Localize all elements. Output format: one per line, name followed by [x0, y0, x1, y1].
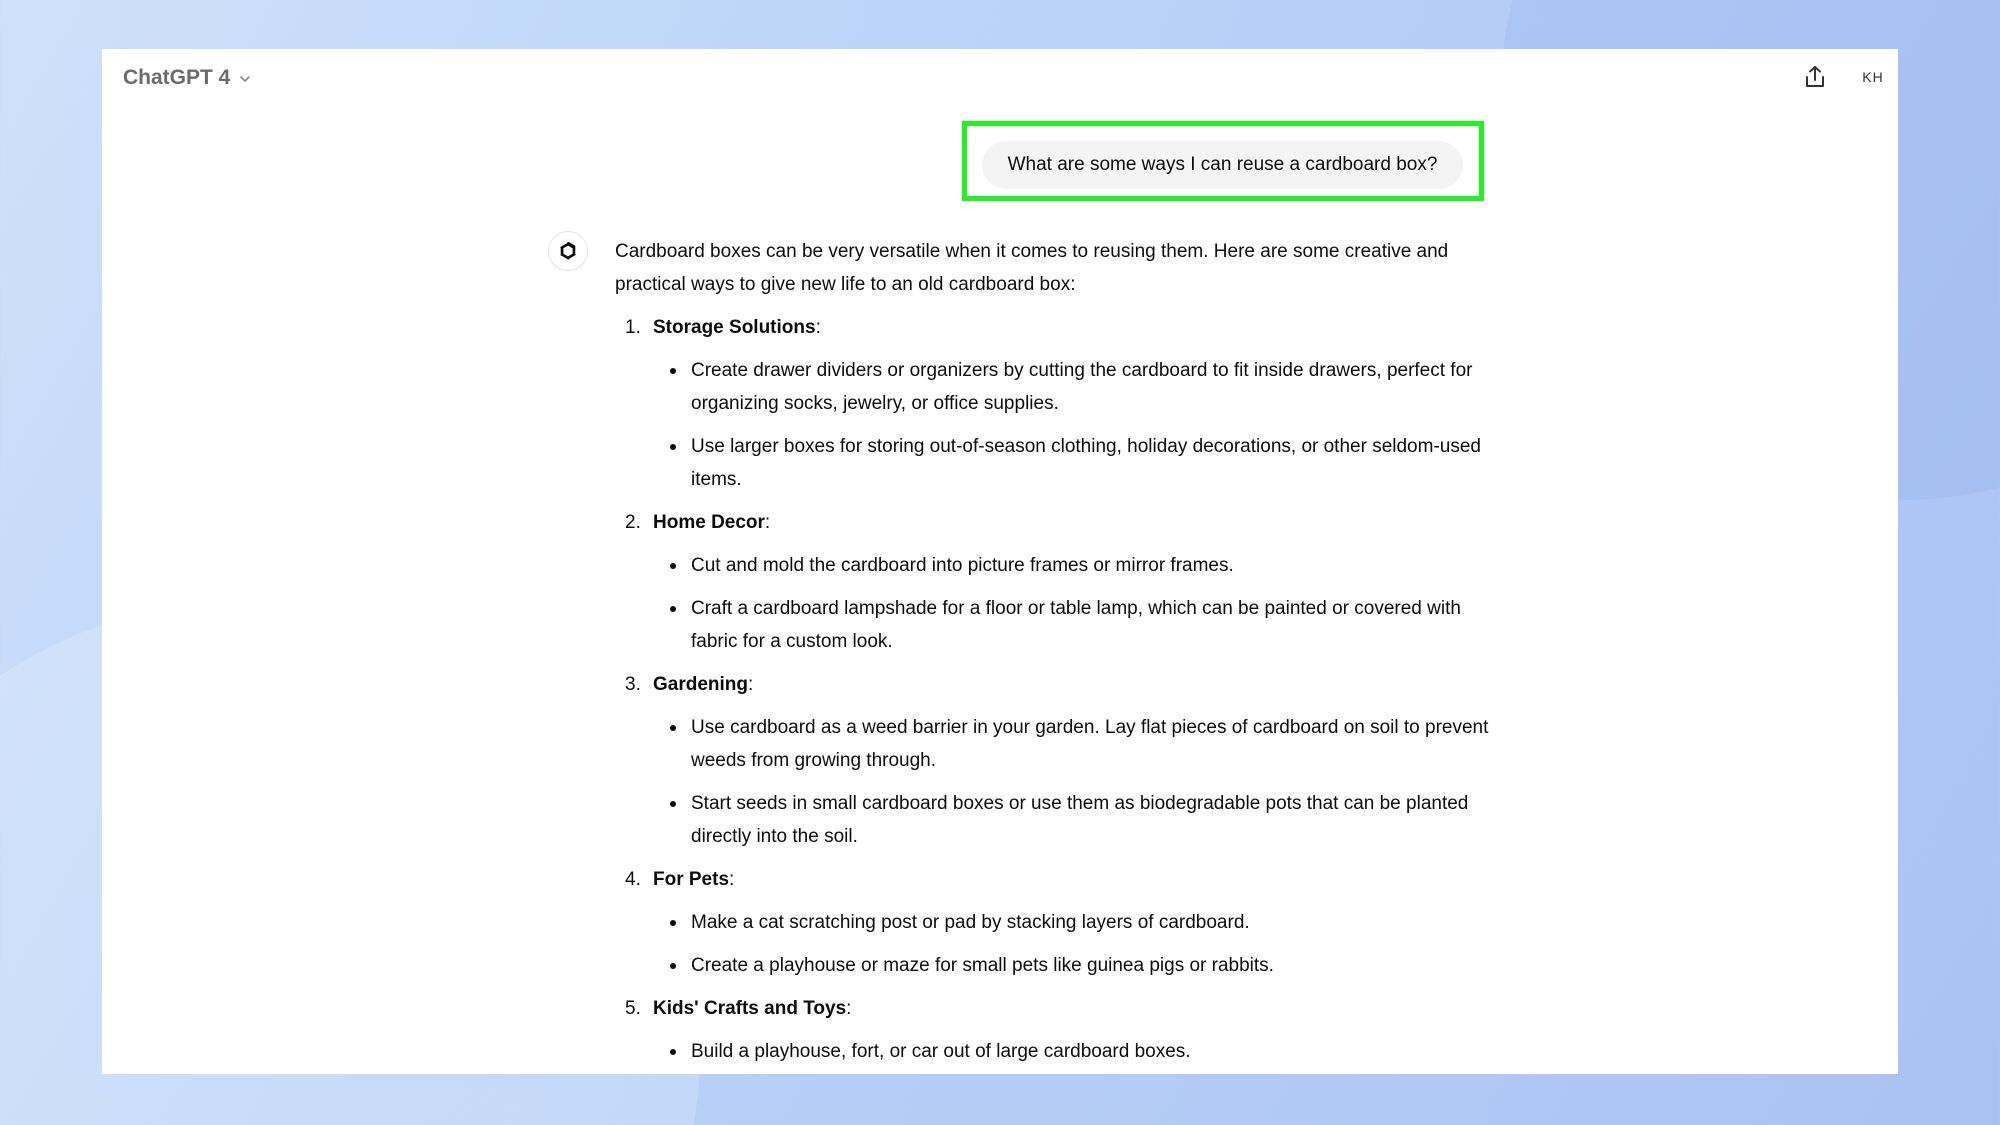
- user-message: What are some ways I can reuse a cardboard box?: [982, 141, 1463, 189]
- section-title: For Pets: [653, 869, 730, 890]
- section-title: Storage Solutions: [653, 317, 816, 338]
- section-title: Home Decor: [653, 512, 765, 533]
- bullet-item: Use larger boxes for storing out-of-season clothing, holiday decorations, or other seldom-used items.: [615, 430, 1495, 496]
- bullet-item: Build a playhouse, fort, or car out of large cardboard boxes.: [615, 1035, 1495, 1068]
- section-number: 1.: [625, 317, 641, 338]
- bullet-item: Start seeds in small cardboard boxes or use them as biodegradable pots that can be planted directly into the soil.: [615, 787, 1495, 853]
- section-heading: 4. For Pets:: [615, 863, 1495, 896]
- model-label: ChatGPT 4: [123, 66, 231, 89]
- chat-window: [102, 49, 1898, 1074]
- openai-logo-icon: [556, 239, 580, 263]
- share-button[interactable]: [1800, 62, 1830, 92]
- section-heading: 3. Gardening:: [615, 668, 1495, 701]
- model-selector[interactable]: [123, 63, 252, 93]
- section-heading: 1. Storage Solutions:: [615, 311, 1495, 344]
- assistant-intro: Cardboard boxes can be very versatile when it comes to reusing them. Here are some creative and practical ways to give new life to an old cardboard box:: [615, 241, 1449, 295]
- list-item: [615, 863, 1495, 982]
- section-number: 5.: [625, 998, 641, 1019]
- bullet-item: Create a playhouse or maze for small pets like guinea pigs or rabbits.: [615, 949, 1495, 982]
- section-number: 2.: [625, 512, 641, 533]
- section-heading: 5. Kids' Crafts and Toys:: [615, 992, 1495, 1025]
- section-number: 3.: [625, 674, 641, 695]
- section-heading: 2. Home Decor:: [615, 506, 1495, 539]
- assistant-message: [615, 235, 1495, 1074]
- share-icon: [1802, 64, 1828, 90]
- bullet-item: Craft a cardboard lampshade for a floor or table lamp, which can be painted or covered with fabric for a custom look.: [615, 592, 1495, 658]
- assistant-avatar: [548, 231, 588, 271]
- ideas-list: [615, 311, 1495, 1068]
- bullet-item: Use cardboard as a weed barrier in your garden. Lay flat pieces of cardboard on soil to prevent weeds from growing through.: [615, 711, 1495, 777]
- bullet-item: Create drawer dividers or organizers by cutting the cardboard to fit inside drawers, perfect for organizing socks, jewelry, or office supplies.: [615, 354, 1495, 420]
- list-item: [615, 506, 1495, 658]
- section-title: Kids' Crafts and Toys: [653, 998, 847, 1019]
- user-avatar[interactable]: KH: [1862, 69, 1884, 85]
- list-item: [615, 668, 1495, 853]
- list-item: [615, 311, 1495, 496]
- list-item: [615, 992, 1495, 1068]
- section-number: 4.: [625, 869, 641, 890]
- chevron-down-icon: [238, 72, 252, 86]
- section-title: Gardening: [653, 674, 749, 695]
- bullet-item: Make a cat scratching post or pad by stacking layers of cardboard.: [615, 906, 1495, 939]
- bullet-item: Cut and mold the cardboard into picture frames or mirror frames.: [615, 549, 1495, 582]
